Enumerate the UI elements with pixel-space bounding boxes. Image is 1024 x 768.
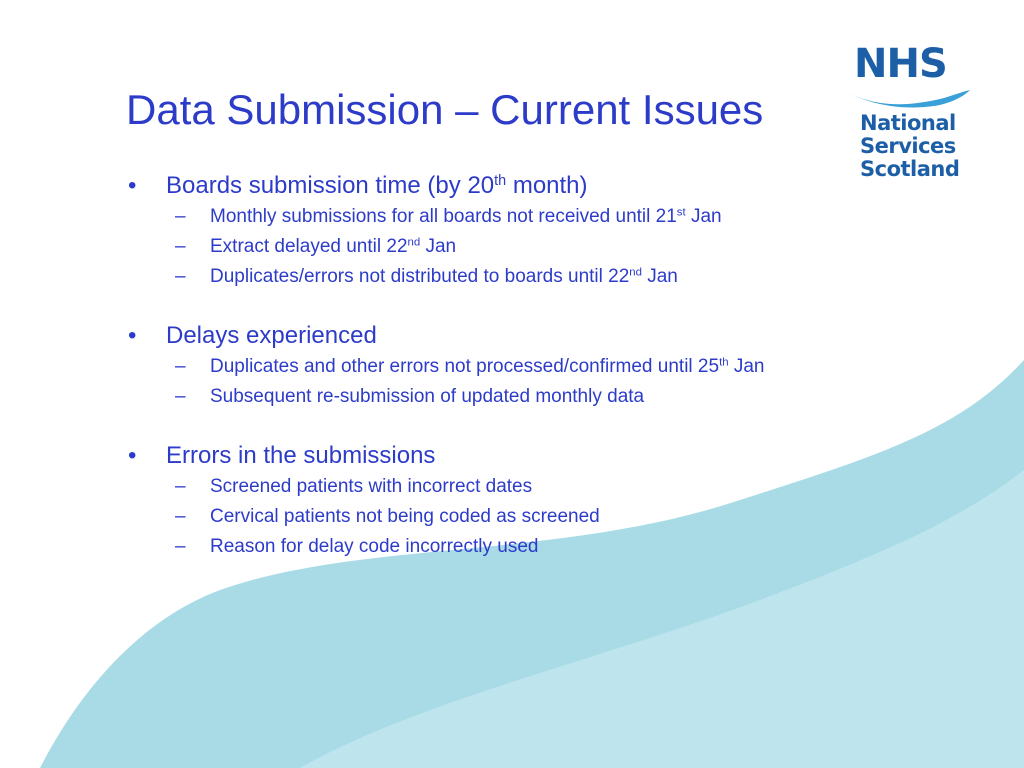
slide-title: Data Submission – Current Issues bbox=[126, 86, 764, 133]
sub-item bbox=[126, 472, 926, 502]
sub-item-text: Subsequent re-submission of updated monthly data bbox=[210, 386, 645, 407]
bullet-item bbox=[126, 320, 926, 352]
bullet-item bbox=[126, 440, 926, 472]
logo-line-national: National bbox=[860, 111, 956, 135]
slide-body bbox=[126, 170, 926, 590]
sub-item bbox=[126, 532, 926, 562]
nhs-logo bbox=[840, 40, 975, 190]
logo-swoosh-icon bbox=[844, 86, 972, 110]
sub-item-text: Monthly submissions for all boards not received until 21st Jan bbox=[210, 206, 722, 227]
dash-icon: – bbox=[175, 386, 186, 407]
dash-icon: – bbox=[175, 506, 186, 527]
dash-icon: – bbox=[175, 476, 186, 497]
bullet-text: Errors in the submissions bbox=[166, 442, 436, 469]
logo-brand: NHS bbox=[854, 41, 947, 87]
sub-item-text: Duplicates/errors not distributed to boards until 22nd Jan bbox=[210, 266, 678, 287]
bullet-item bbox=[126, 170, 926, 202]
dash-icon: – bbox=[175, 356, 186, 377]
dash-icon: – bbox=[175, 236, 186, 257]
sub-item bbox=[126, 382, 926, 412]
sub-item bbox=[126, 232, 926, 262]
bullet-text: Boards submission time (by 20th month) bbox=[166, 172, 588, 199]
sub-item-text: Screened patients with incorrect dates bbox=[210, 476, 533, 497]
sub-item-text: Extract delayed until 22nd Jan bbox=[210, 236, 457, 257]
dash-icon: – bbox=[175, 266, 186, 287]
sub-item bbox=[126, 502, 926, 532]
logo-line-scotland: Scotland bbox=[860, 157, 960, 181]
sub-item bbox=[126, 202, 926, 232]
section-errors bbox=[126, 440, 926, 562]
section-submission-time bbox=[126, 170, 926, 292]
sub-item-text: Cervical patients not being coded as screened bbox=[210, 506, 600, 527]
sub-item-text: Reason for delay code incorrectly used bbox=[210, 536, 539, 557]
sub-item bbox=[126, 262, 926, 292]
bullet-text: Delays experienced bbox=[166, 322, 377, 349]
sub-item-text: Duplicates and other errors not processed/confirmed until 25th Jan bbox=[210, 356, 765, 377]
dash-icon: – bbox=[175, 536, 186, 557]
sub-item bbox=[126, 352, 926, 382]
logo-line-services: Services bbox=[860, 134, 956, 158]
bullet-icon: • bbox=[128, 172, 137, 199]
bullet-icon: • bbox=[128, 322, 137, 349]
section-delays bbox=[126, 320, 926, 412]
bullet-icon: • bbox=[128, 442, 137, 469]
dash-icon: – bbox=[175, 206, 186, 227]
